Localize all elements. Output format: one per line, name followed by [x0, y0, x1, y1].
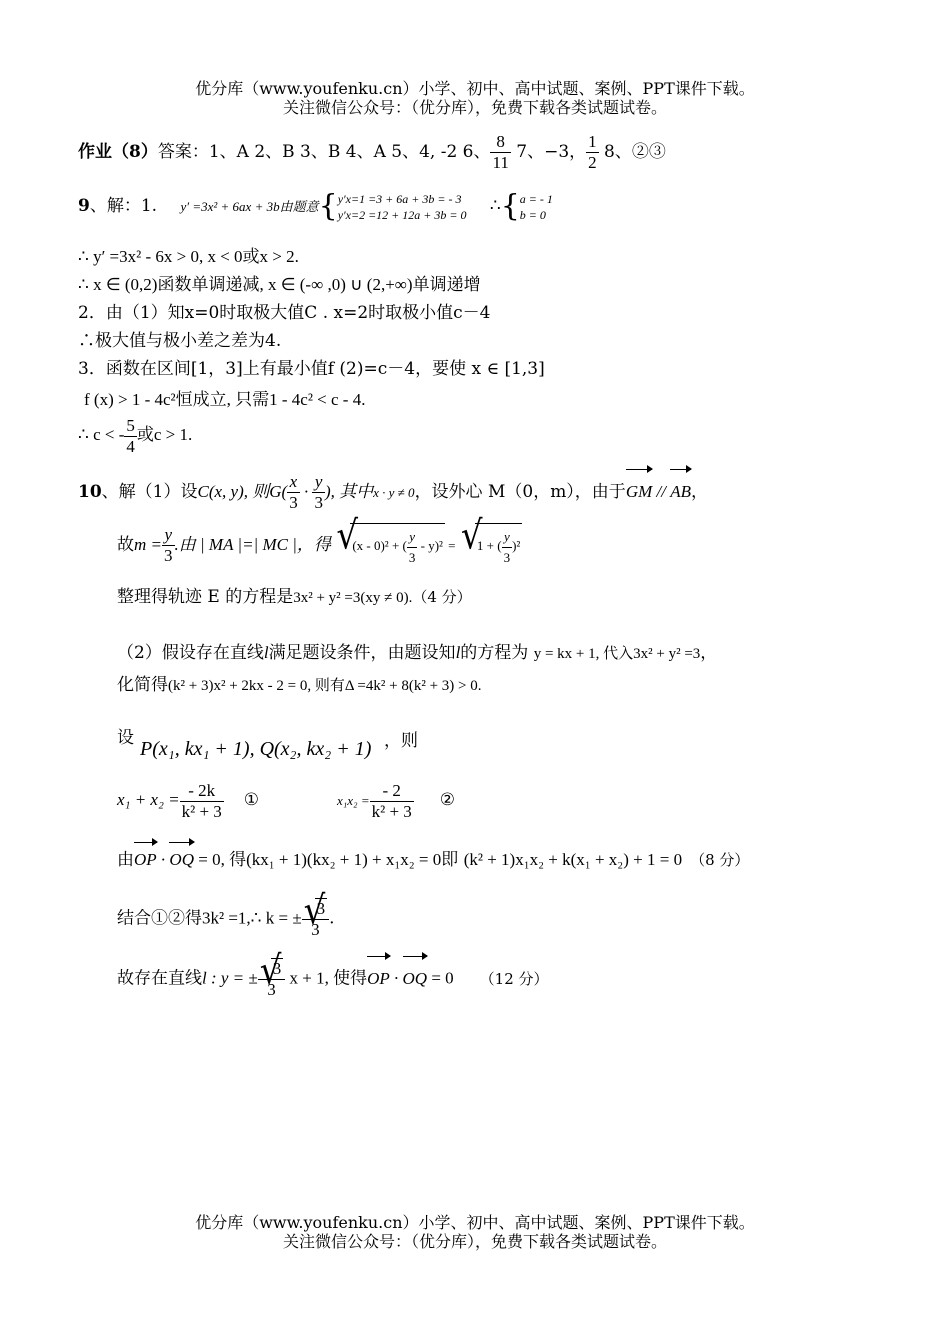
- q10-line-3: 整理得轨迹 E 的方程是3x² + y² =3(xy ≠ 0).（4 分）: [117, 587, 472, 607]
- q9-line-c: 2．由（1）知x=0时取极大值C . x=2时取极小值c－4: [78, 303, 491, 323]
- q9-result: a = - 1 b = 0: [519, 191, 553, 222]
- q9-line-d: ∴极大值与极小差之差为4.: [78, 331, 282, 351]
- vector-gm: GM: [626, 472, 652, 512]
- q9-system: y′x=1 =3 + 6a + 3b = - 3 y′x=2 =12 + 12a + 3b = 0: [337, 191, 467, 222]
- score-4: （4 分）: [412, 588, 472, 606]
- answers-prefix: 答案：1、A 2、B 3、B 4、A 5、4, -2 6、: [157, 142, 491, 162]
- q10-line-1: 10、解（1）设C(x, y), 则G( $\frac{x}{3}$ · $\frac{y}{3}$ ), 其中x · y ≠ 0，设外心 M（0，m），由于GM // AB，: [78, 472, 708, 512]
- q10-line-4: （2）假设存在直线l满足题设条件，由题设知l的方程为 y = kx + 1, 代入3x² + y² =3，: [117, 643, 718, 663]
- q10-line-10: 故存在直线l : y = ± √ $\frac{3}{3}$ x + 1, 使得OP · OQ = 0 （12 分）: [117, 958, 549, 1000]
- q9-line-a: ∴ y′ =3x² - 6x > 0, x < 0或x > 2.: [78, 247, 299, 266]
- q10-line-8: 由OP · OQ = 0, 得(kx₁ + 1)(kx₂ + 1) + x₁x₂ = 0即 (k² + 1)x₁x₂ + k(x₁ + x₂) + 1 = 0 （8 分）: [117, 845, 749, 875]
- q10-pq-points: P(x₁, kx₁ + 1), Q(x₂, kx₂ + 1): [140, 738, 372, 760]
- q10-line-6: 设: [117, 728, 134, 748]
- q7-fraction: $\frac{1}{2}$: [588, 132, 597, 172]
- q10-line-5: 化简得(k² + 3)x² + 2kx - 2 = 0, 则有Δ =4k² + 8(k² + 3) > 0.: [117, 675, 482, 695]
- q9-line-g: ∴ c < - $\frac{5}{4}$ 或c > 1.: [78, 415, 193, 456]
- q10-line-7a: x₁ + x₂ = $\frac{- 2k}{\text{k² + 3}}$ ①: [117, 780, 260, 821]
- q10-line-7b: x₁x₂ = $\frac{- 2}{\text{k² + 3}}$ ②: [337, 780, 456, 821]
- q9-line-f: f (x) > 1 - 4c²恒成立, 只需1 - 4c² < c - 4.: [84, 390, 366, 409]
- q9-intro-line: 9、解：1. y′ =3x² + 6ax + 3b由题意{ y′x=1 =3 + 6a + 3b = - 3 y′x=2 =12 + 12a + 3b = 0 ∴{ a = - 1 b = 0: [78, 188, 553, 224]
- header-line-2: 关注微信公众号：（优分库），免费下载各类试题试卷。: [282, 98, 667, 117]
- homework-title: 作业（8）: [78, 142, 158, 162]
- q10-line-2: 故m = $\frac{y}{3}$ .由 | MA |=| MC |，得 √ (x - 0)² + ( $\frac{y}{3}$ - y)² = √ 1 + ( $\frac{y}{3}$ )²: [117, 523, 522, 568]
- q9-line-e: 3．函数在区间[1，3]上有最小值f (2)=c－4，要使 x ∈ [1,3]: [78, 359, 545, 379]
- vector-op: OP: [134, 845, 157, 875]
- footer-line-2: 关注微信公众号：（优分库），免费下载各类试题试卷。: [282, 1232, 667, 1251]
- q9-line-b: ∴ x ∈ (0,2)函数单调递减, x ∈ (-∞ ,0) ∪ (2,+∞)单调递增: [78, 275, 481, 294]
- q9-derivative: y′ =3x² + 6ax + 3b由题意: [180, 199, 319, 214]
- footer-line-1: 优分库（www.youfenku.cn）小学、初中、高中试题、案例、PPT课件下载。: [195, 1213, 755, 1232]
- q6-fraction: $\frac{8}{11}$: [492, 132, 509, 172]
- answers-tail: 8、②③: [598, 142, 666, 162]
- answers-line: [78, 132, 666, 173]
- vector-ab: AB: [670, 472, 691, 512]
- q10-line-9: 结合①②得3k² =1,∴ k = ± √ $\frac{3}{3}$ .: [117, 898, 335, 940]
- q9-label: 9: [78, 196, 90, 216]
- score-8: （8 分）: [690, 851, 750, 869]
- vector-oq: OQ: [169, 845, 194, 875]
- header-line-1: 优分库（www.youfenku.cn）小学、初中、高中试题、案例、PPT课件下载。: [195, 79, 755, 98]
- score-12: （12 分）: [479, 969, 549, 988]
- answers-mid: 7、−3，: [510, 142, 587, 162]
- q10-label: 10: [78, 482, 102, 502]
